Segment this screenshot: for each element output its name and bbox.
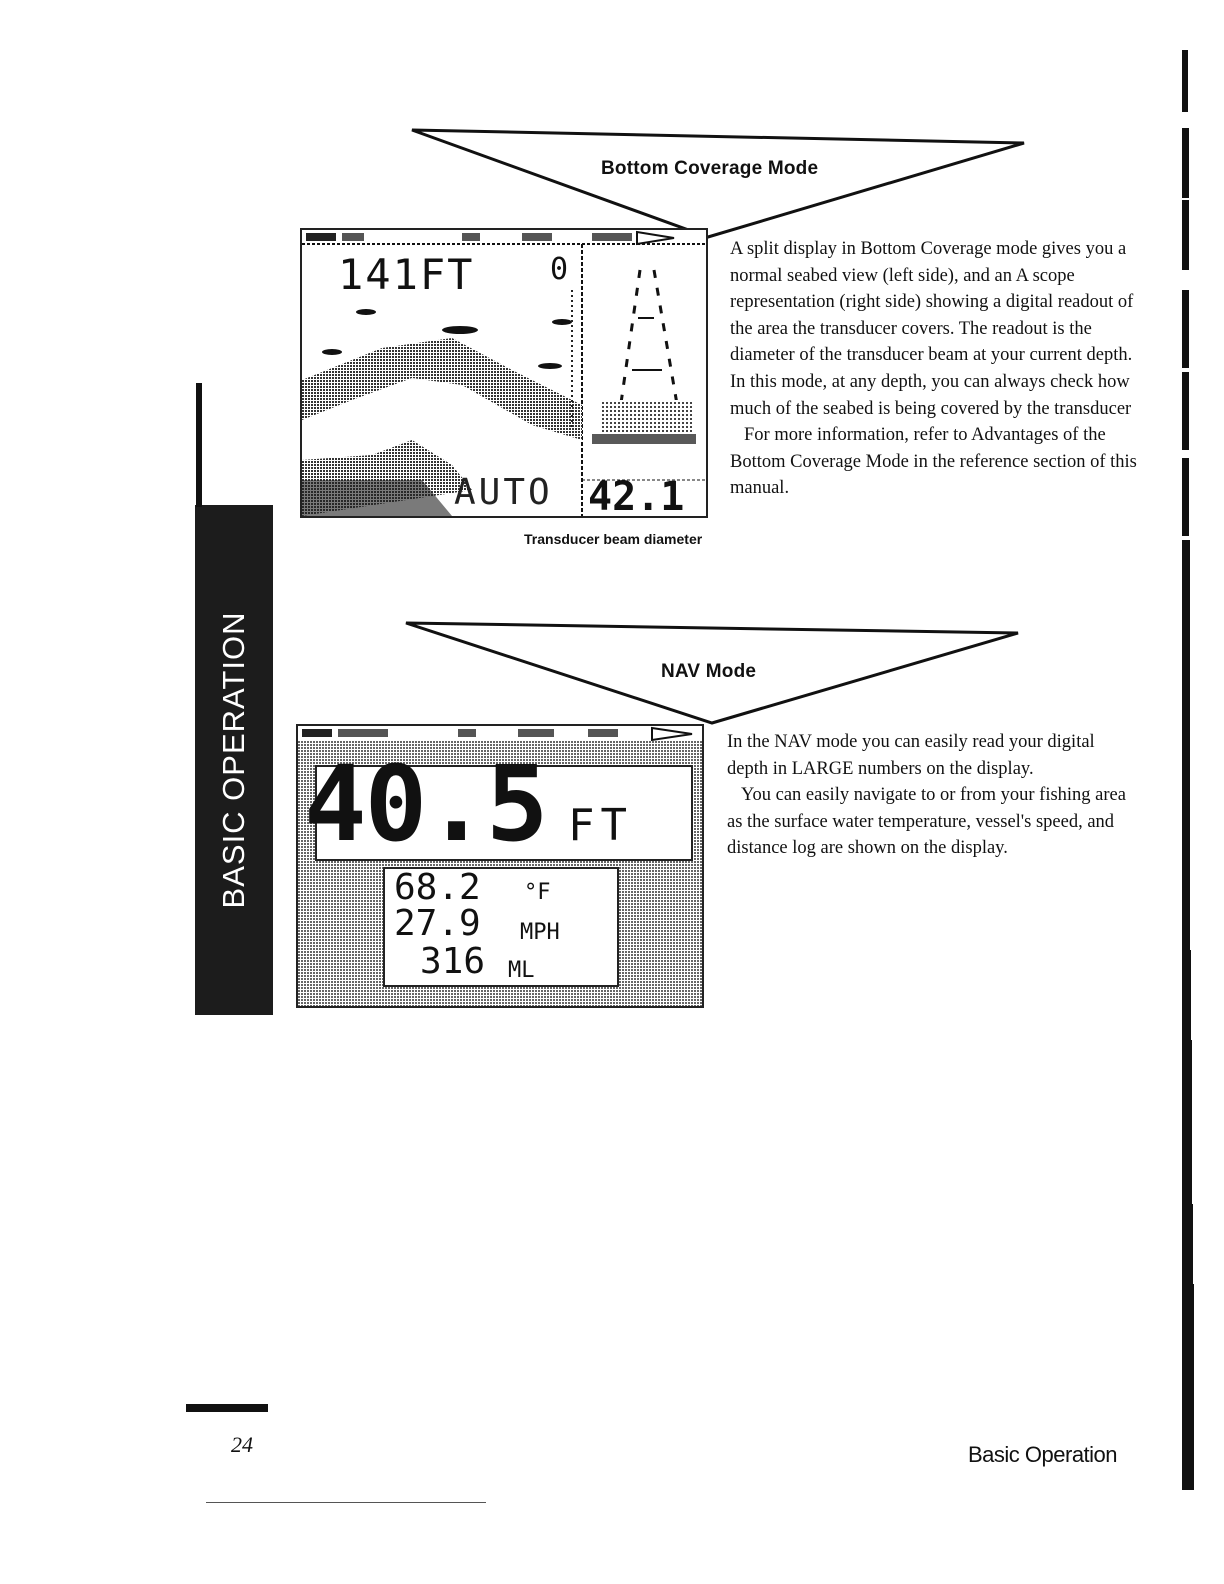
section-banner-nav [0, 0, 1224, 760]
nav-mode-paragraph-1: In the NAV mode you can easily read your digital depth in LARGE numbers on the display. [727, 732, 1095, 779]
bottom-coverage-paragraph-2: For more information, refer to Advantages of the Bottom Coverage Mode in the reference section of this manual. [730, 425, 1137, 499]
edge-tab-graphic [1182, 50, 1206, 1490]
vessel-speed-unit: MPH [520, 920, 560, 945]
water-temperature-value: 68.2 [394, 867, 481, 908]
beam-diameter-readout: 42.1 [588, 474, 685, 518]
nav-mode-screen [296, 724, 704, 1008]
vessel-speed-value: 27.9 [394, 903, 481, 944]
depth-readout: 141FT [338, 250, 475, 299]
nav-mode-description [727, 729, 1127, 862]
page-number: 24 [231, 1432, 253, 1457]
nav-depth-value: 40.5 [304, 743, 547, 865]
auto-mode-label: AUTO [454, 472, 553, 513]
section-title-bottom-coverage: Bottom Coverage Mode [601, 158, 819, 179]
bottom-coverage-paragraph-1: A split display in Bottom Coverage mode gives you a normal seabed view (left side), and an A scope representation (right side) showing a digital readout of the area the transducer covers. The readout is the diameter of the transducer beam at your current depth. In this mode, at any depth, you can always check how much of the seabed is being covered by the transducer [730, 239, 1134, 419]
distance-log-value: 316 [420, 941, 486, 982]
figure-caption-beam-diameter: Transducer beam diameter [524, 531, 703, 547]
section-title-nav: NAV Mode [661, 661, 757, 682]
footer-chapter-title: Basic Operation [968, 1442, 1118, 1467]
distance-log-unit: ML [508, 958, 535, 983]
chapter-side-tab-label: BASIC OPERATION [216, 611, 251, 909]
footer-rule-mark [186, 1404, 268, 1412]
nav-mode-paragraph-2: You can easily navigate to or from your fishing area as the surface water temperature, vessel's speed, and distance log are shown on the display. [727, 785, 1126, 859]
nav-depth-unit: FT [568, 800, 633, 851]
water-temperature-unit: °F [524, 880, 551, 905]
side-tab-edge-mark [196, 383, 202, 507]
edge-tab-marks [1186, 50, 1194, 130]
bottom-rule [206, 1502, 486, 1503]
range-top-value: 0 [550, 252, 569, 287]
